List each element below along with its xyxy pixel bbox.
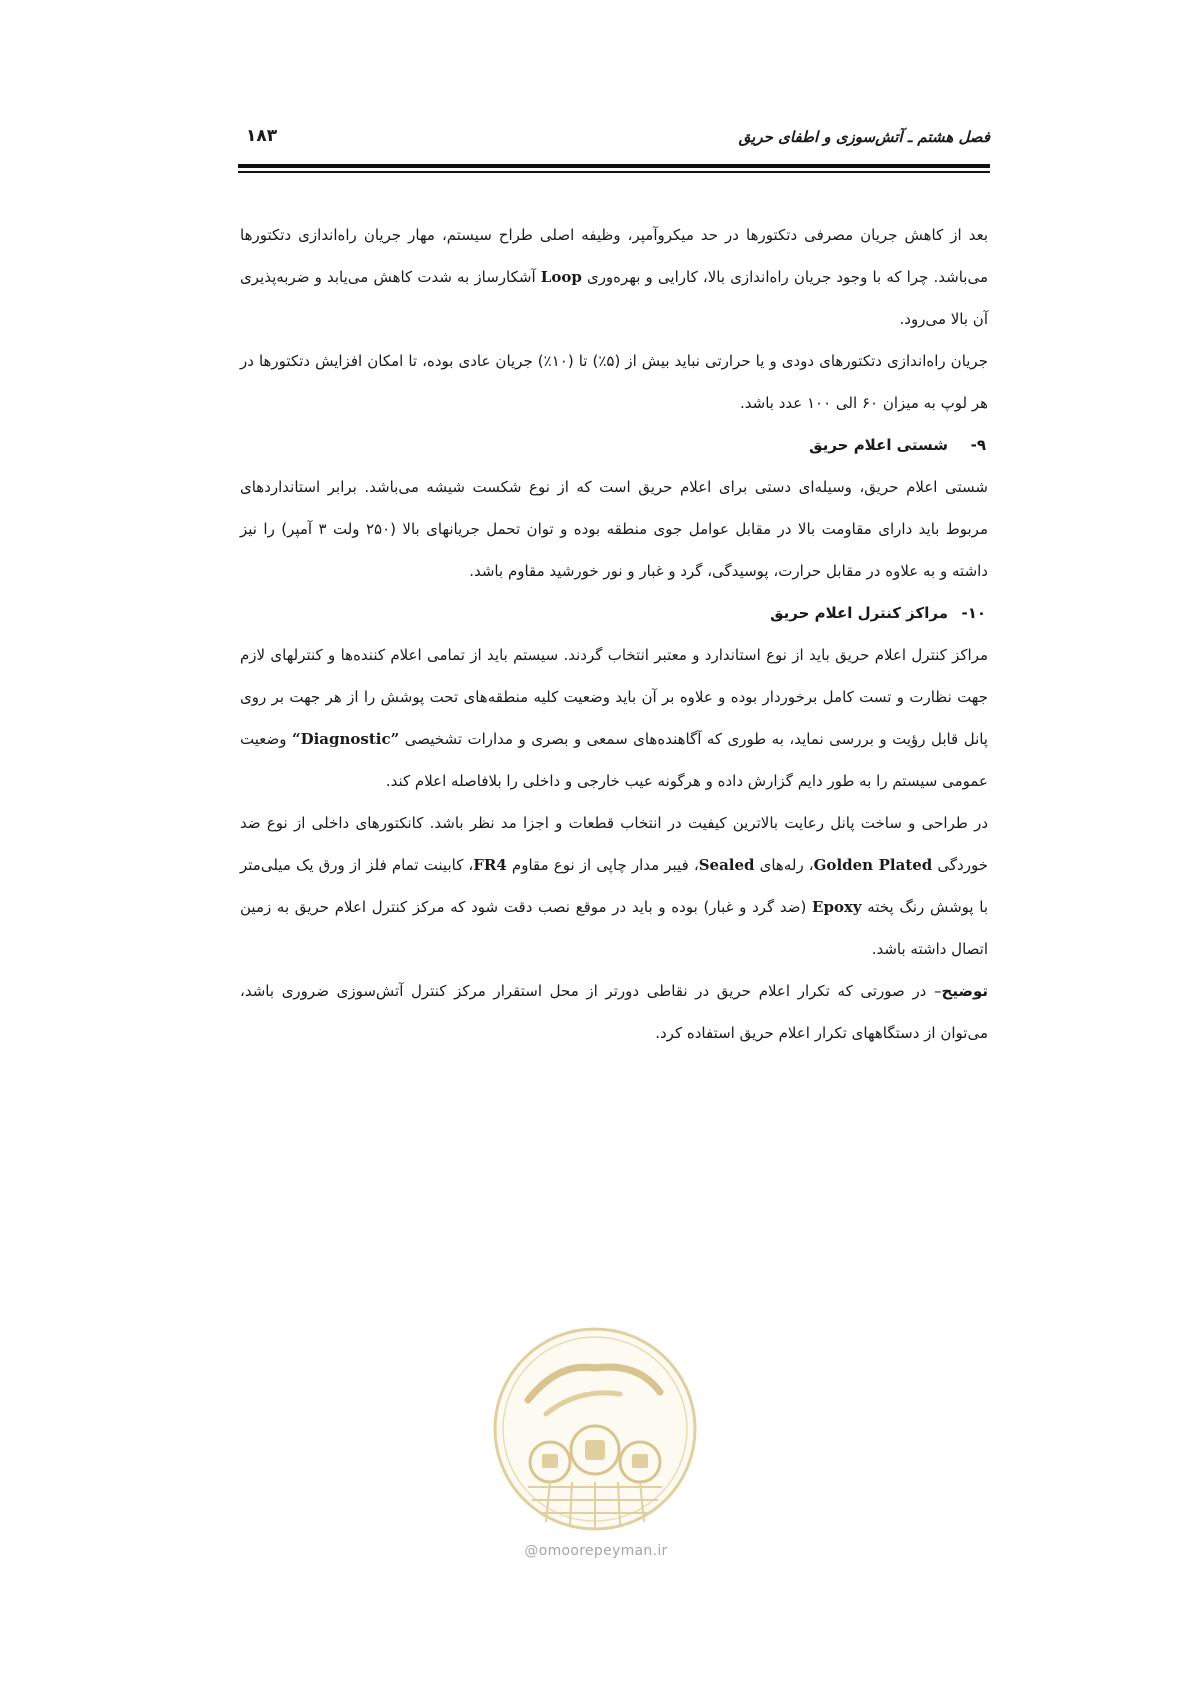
paragraph-manual-call-point: شستی اعلام حریق، وسیله‌ای دستی برای اعلام حریق است که از نوع شکست شیشه می‌باشد. برابر استانداردهای مربوط باید دارای مقاومت بالا در مقابل عوامل جوی منطقه بوده و توان تحمل جریانهای بالا (۲۵۰ ولت ۳ آمپر) را نیز داشته و به علاوه در مقابل حرارت، پوسیدگی، گرد و غبار و نور خورشید مقاوم باشد. [240,478,988,580]
paragraph-startup-limit: جریان راه‌اندازی دتکتورهای دودی و یا حرارتی نباید بیش از (۵٪) تا (۱۰٪) جریان عادی بوده، تا امکان افزایش دتکتورها در هر لوپ به میزان ۶۰ الی ۱۰۰ عدد باشد. [240,352,988,412]
note-label: توضیح [941,982,988,1000]
chapter-title: فصل هشتم ـ آتش‌سوزی و اطفای حریق [738,128,990,146]
paragraph-startup-current: بعد از کاهش جریان مصرفی دتکتورها در حد میکروآمپر، وظیفه اصلی طراح سیستم، مهار جریان راه‌اندازی دتکتورها می‌باشد. چرا که با وجود جریان راه‌اندازی بالا، کارایی و بهره‌وری Loop آشکارساز به شدت کاهش می‌یابد و ضربه‌پذیری آن بالا می‌رود. [240,226,988,328]
watermark-logo [488,1322,702,1536]
section-heading-manual-call-point [240,424,988,466]
latin-term: Sealed [698,856,755,874]
paragraph-panel-construction: در طراحی و ساخت پانل رعایت بالاترین کیفیت در انتخاب قطعات و اجزا مد نظر باشد. کانکتورهای داخلی از نوع ضد خوردگی Golden Plated، رله‌های Sealed، فیبر مدار چاپی از نوع مقاوم FR4، کابینت تمام فلز از ورق یک میلی‌متر با پوشش رنگ پخته Epoxy (ضد گرد و غبار) بوده و باید در موقع نصب دقت شود که مرکز کنترل اعلام حریق به زمین اتصال داشته باشد. [240,814,988,958]
latin-term: “Diagnostic” [291,730,400,748]
logo-graphic [488,1322,702,1536]
watermark-url: @omoorepeyman.ir [524,1543,668,1559]
latin-term: Loop [540,268,582,286]
latin-term: Epoxy [812,898,862,916]
header-rule-thin [238,171,990,173]
latin-term: FR4 [473,856,507,874]
section-number: ۱۰- [961,604,986,622]
section-heading-control-panels [240,592,988,634]
page-header [238,122,990,152]
section-number: ۹- [970,436,986,454]
section-title: شستی اعلام حریق [809,436,948,454]
paragraph-control-panels: مراکز کنترل اعلام حریق باید از نوع استاندارد و معتبر انتخاب گردند. سیستم باید از تمامی اعلام کننده‌ها و کنترلهای لازم جهت نظارت و تست کامل برخوردار بوده و علاوه بر آن باید وضعیت کلیه منطقه‌های تحت پوشش را از هر جهت بر روی پانل قابل رؤیت و بررسی نماید، به طوری که آگاهنده‌های سمعی و بصری و مدارات تشخیصی “Diagnostic” وضعیت عمومی سیستم را به طور دایم گزارش داده و هرگونه عیب خارجی و داخلی را بلافاصله اعلام کند. [240,646,988,790]
page-number: ۱۸۳ [246,126,278,146]
section-title: مراکز کنترل اعلام حریق [770,604,948,622]
body-text [240,214,988,1054]
latin-term: Golden Plated [813,856,933,874]
paragraph-note: توضیح– در صورتی که تکرار اعلام حریق در نقاطی دورتر از محل استقرار مرکز کنترل آتش‌سوزی ضروری باشد، می‌توان از دستگاههای تکرار اعلام حریق استفاده کرد. [240,982,988,1042]
header-rule-thick [238,164,990,168]
at-sign-icon: @ [524,1543,539,1559]
